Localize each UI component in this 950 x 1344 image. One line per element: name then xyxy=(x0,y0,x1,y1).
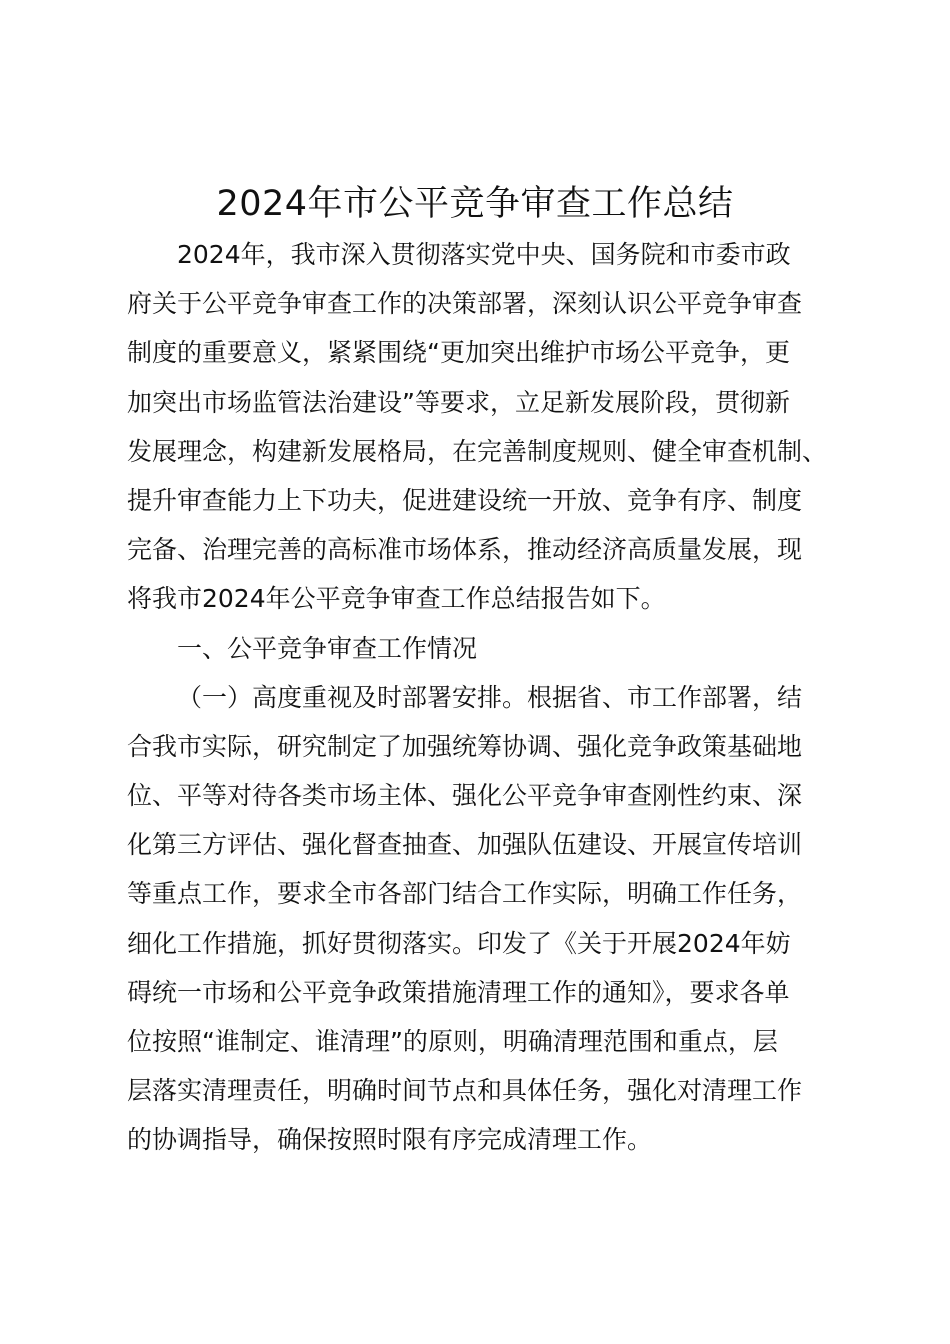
paragraph-1-line-5: 发展理念，构建新发展格局，在完善制度规则、健全审查机制、 xyxy=(127,436,828,466)
paragraph-1-line-2: 府关于公平竞争审查工作的决策部署，深刻认识公平竞争审查 xyxy=(127,289,803,319)
paragraph-1-line-1: 2024年，我市深入贯彻落实党中央、国务院和市委市政 xyxy=(177,240,791,269)
paragraph-3-line-9: 层落实清理责任，明确时间节点和具体任务，强化对清理工作 xyxy=(127,1076,803,1106)
paragraph-3-line-7: 碍统一市场和公平竞争政策措施清理工作的通知》，要求各单 xyxy=(127,977,790,1007)
paragraph-1-line-6: 提升审查能力上下功夫，促进建设统一开放、竞争有序、制度 xyxy=(127,485,803,515)
document-body xyxy=(127,230,847,1165)
paragraph-1-line-7: 完备、治理完善的高标准市场体系，推动经济高质量发展，现 xyxy=(127,535,803,565)
paragraph-3-line-3: 位、平等对待各类市场主体、强化公平竞争审查刚性约束、深 xyxy=(127,781,803,811)
paragraph-3-line-8: 位按照“谁制定、谁清理”的原则，明确清理范围和重点，层 xyxy=(127,1027,778,1056)
paragraph-3-line-2: 合我市实际，研究制定了加强统筹协调、强化竞争政策基础地 xyxy=(127,731,803,761)
paragraph-1-line-3: 制度的重要意义，紧紧围绕“更加突出维护市场公平竞争，更 xyxy=(127,338,790,368)
paragraph-1-line-8: 将我市2024年公平竞争审查工作总结报告如下。 xyxy=(127,584,666,614)
document-title: 2024年市公平竞争审查工作总结 xyxy=(216,184,734,224)
section-heading: 一、公平竞争审查工作情况 xyxy=(177,633,478,663)
paragraph-3-line-4: 化第三方评估、强化督查抽查、加强队伍建设、开展宣传培训 xyxy=(127,830,803,860)
paragraph-3-line-1: （一）高度重视及时部署安排。根据省、市工作部署，结 xyxy=(177,682,803,712)
paragraph-3-line-6: 细化工作措施，抓好贯彻落实。印发了《关于开展2024年妨 xyxy=(127,928,791,958)
paragraph-3-line-10: 的协调指导，确保按照时限有序完成清理工作。 xyxy=(127,1125,653,1155)
paragraph-3-line-5: 等重点工作，要求全市各部门结合工作实际，明确工作任务， xyxy=(127,879,803,909)
paragraph-1-line-4: 加突出市场监管法治建设”等要求，立足新发展阶段，贯彻新 xyxy=(127,387,790,417)
